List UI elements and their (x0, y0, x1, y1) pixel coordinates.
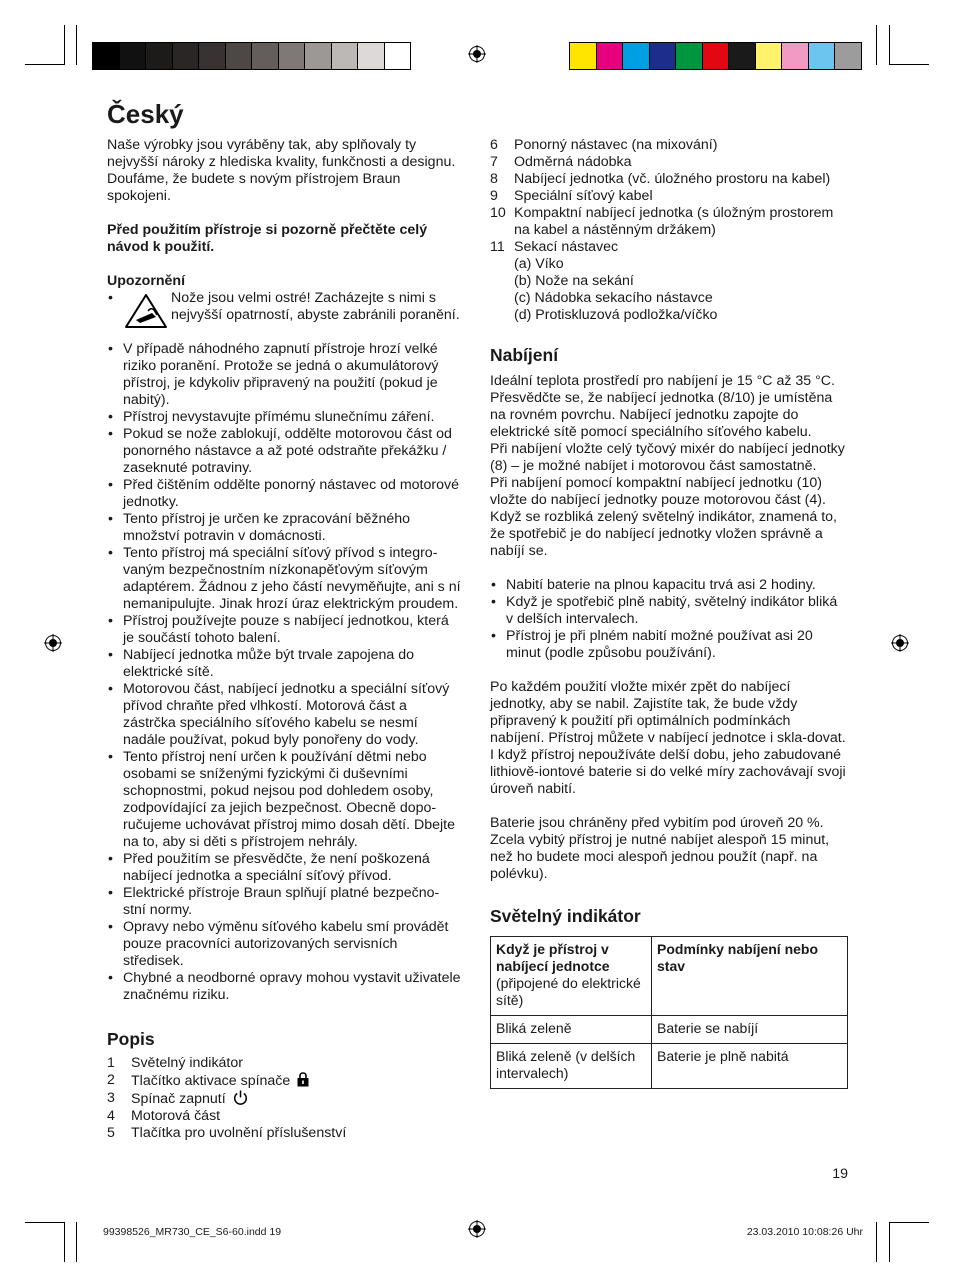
color-swatch (199, 43, 226, 69)
color-swatch (120, 43, 147, 69)
color-swatch (173, 43, 200, 69)
warning-item: • Pokud se nože zablokují, oddělte motorovou část od ponorného nástavce a až poté odstraňte překážku / zaseknuté potraviny. (107, 426, 462, 477)
parts-sub-item: (d) Protiskluzová podložka/víčko (514, 307, 718, 323)
warning-item: • Přístroj nevystavujte přímému slunečnímu záření. (107, 409, 462, 426)
intro-paragraph: Naše výrobky jsou vyráběny tak, aby splňovaly ty nejvyšší nároky z hlediska kvality, funkčnosti a designu. Doufáme, že budete s novým přístrojem Braun spokojeni. (107, 137, 456, 204)
color-swatch (597, 43, 624, 69)
warning-item: • Tento přístroj není určen k používání dětmi nebo osobami se sníženými fyzickými či duševními schopnostmi, pokud nejsou pod dohledem osoby, zodpovídající za jejich bezpečnost. Obecně dopo-ručujeme uchovávat přístroj mimo dosah dětí. Dbejte na to, aby si děti s přístrojem nehrály. (107, 749, 462, 851)
nabijeni-paragraph: Přesvědčte se, že nabíjecí jednotka (8/10) je umístěna na rovném povrchu. Nabíjecí jednotku zapojte do elektrické sítě pomocí speciálního síťového kabelu. (490, 390, 833, 440)
parts-sub-item: (a) Víko (514, 256, 564, 272)
registration-mark-icon (468, 1220, 486, 1238)
parts-sub-item: (c) Nádobka sekacího nástavce (514, 290, 713, 306)
color-swatch (252, 43, 279, 69)
warning-item: • Opravy nebo výměnu síťového kabelu smí provádět pouze pracovníci autorizovaných servisních středisek. (107, 919, 462, 970)
crop-mark (76, 25, 77, 65)
parts-list-item: 7 Odměrná nádobka (490, 154, 632, 170)
crop-mark (889, 1222, 890, 1262)
process-color-bar (569, 42, 862, 70)
warning-item: • Motorovou část, nabíjecí jednotku a speciální síťový přívod chraňte před vlhkostí. Motorová část a zástrčka speciálního síťového kabelu se nesmí nadále používat, pokud byly ponořeny do vody. (107, 681, 462, 749)
color-swatch (809, 43, 836, 69)
parts-list-item: 2 Tlačítko aktivace spínače (107, 1072, 462, 1090)
parts-list (107, 1055, 462, 1142)
color-swatch (93, 43, 120, 69)
parts-list-item: 6 Ponorný nástavec (na mixování) (490, 137, 718, 153)
crop-mark (889, 64, 929, 65)
power-icon (233, 1090, 248, 1105)
table-cell: Baterie se nabíjí (652, 1016, 848, 1044)
warning-text: Nože jsou velmi ostré! Zacházejte s nimi s nejvyšší opatrností, abyste zabránili poranění. (171, 290, 460, 323)
color-swatch (623, 43, 650, 69)
parts-list-continued (490, 137, 848, 324)
parts-list-item: 4 Motorová část (107, 1108, 221, 1124)
table-cell: Bliká zeleně (v delších intervalech) (491, 1044, 652, 1089)
warning-item: • Tento přístroj má speciální síťový přívod s integro-vaným bezpečnostním nízkonapěťovým síťovým adaptérem. Žádnou z jeho částí nevyměňujte, ani s ní nemanipulujte. Jinak hrozí úraz elektrickým proudem. (107, 545, 462, 613)
warning-item: • Tento přístroj je určen ke zpracování běžného množství potravin v domácnosti. (107, 511, 462, 545)
warning-item: • Nabíjecí jednotka může být trvale zapojena do elektrické sítě. (107, 647, 462, 681)
footer-file-info: 99398526_MR730_CE_S6-60.indd 19 (103, 1226, 282, 1238)
crop-mark (876, 25, 877, 65)
warning-item: • V případě náhodného zapnutí přístroje hrozí velké riziko poranění. Protože se jedná o akumulátorový přístroj, je kdykoliv připravený na použití (pokud je nabitý). (107, 341, 462, 409)
page-title: Český (107, 99, 184, 129)
table-cell: Bliká zeleně (491, 1016, 652, 1044)
footer-timestamp: 23.03.2010 10:08:26 Uhr (746, 1226, 863, 1238)
registration-mark-icon (44, 634, 62, 652)
indicator-table (490, 936, 848, 1089)
warning-item: • Před čištěním oddělte ponorný nástavec od motorové jednotky. (107, 477, 462, 511)
crop-mark (876, 1222, 877, 1262)
warning-item: • Před použitím se přesvědčte, že není poškozená nabíjecí jednotka a speciální síťový přívod. (107, 851, 462, 885)
parts-list-item: 1 Světelný indikátor (107, 1055, 243, 1071)
charging-bullet: • Nabití baterie na plnou kapacitu trvá asi 2 hodiny. (490, 577, 848, 594)
nabijeni-paragraph: Při nabíjení vložte celý tyčový mixér do nabíjecí jednotky (8) – je možné nabíjet i motorovou část samostatně. (490, 441, 845, 474)
crop-mark (25, 64, 65, 65)
color-swatch (358, 43, 385, 69)
nabijeni-paragraph: Když se rozbliká zelený světelný indikátor, znamená to, že spotřebič je do nabíjecí jednotky vložen správně a nabíjí se. (490, 509, 837, 559)
lock-icon (297, 1072, 309, 1087)
parts-list-item: 5 Tlačítka pro uvolnění příslušenství (107, 1125, 347, 1141)
page-number: 19 (832, 1166, 848, 1182)
left-column (107, 137, 462, 1142)
warning-item (107, 290, 462, 341)
color-swatch (782, 43, 809, 69)
charging-bullet: • Přístroj je při plném nabití možné používat asi 20 minut (podle způsobu používání). (490, 628, 848, 662)
color-swatch (146, 43, 173, 69)
registration-mark-icon (468, 45, 486, 63)
table-header-cell: Když je přístroj v nabíjecí jednotce (připojené do elektrické sítě) (491, 937, 652, 1016)
crop-mark (64, 25, 65, 65)
right-column (490, 137, 848, 1089)
nabijeni-paragraph: Při nabíjení pomocí kompaktní nabíjecí jednotku (10) vložte do nabíjecí jednotky pouze motorovou část (4). (490, 475, 826, 508)
parts-list-item: 10 Kompaktní nabíjecí jednotka (s úložným prostorem na kabel a nástěnným držákem) (490, 205, 834, 238)
warning-item: • Přístroj používejte pouze s nabíjecí jednotkou, která je součástí tohoto balení. (107, 613, 462, 647)
color-swatch (305, 43, 332, 69)
crop-mark (889, 1222, 929, 1223)
nabijeni-paragraph: Baterie jsou chráněny před vybitím pod úroveň 20 %. Zcela vybitý přístroj je nutné nabíjet alespoň 15 minut, než ho budete moci alespoň jednou použít (např. na polévku). (490, 815, 830, 882)
indikator-heading: Světelný indikátor (490, 906, 641, 926)
color-swatch (835, 43, 861, 69)
parts-list-item: 11 Sekací nástavec (490, 239, 619, 255)
color-swatch (676, 43, 703, 69)
color-swatch (279, 43, 306, 69)
charging-bullet: • Když je spotřebič plně nabitý, světelný indikátor bliká v delších intervalech. (490, 594, 848, 628)
color-swatch (332, 43, 359, 69)
warning-list (107, 290, 462, 1004)
nabijeni-paragraph: Ideální teplota prostředí pro nabíjení je 15 °C až 35 °C. (490, 373, 835, 389)
warning-item: • Chybné a neodborné opravy mohou vystavit uživatele značnému riziku. (107, 970, 462, 1004)
registration-mark-icon (891, 634, 909, 652)
parts-list-item: 9 Speciální síťový kabel (490, 188, 653, 204)
parts-sub-item: (b) Nože na sekání (514, 273, 634, 289)
color-swatch (226, 43, 253, 69)
nabijeni-heading: Nabíjení (490, 345, 559, 365)
crop-mark (25, 1222, 65, 1223)
color-swatch (703, 43, 730, 69)
warning-item: • Elektrické přístroje Braun splňují platné bezpečno-stní normy. (107, 885, 462, 919)
table-row (491, 1044, 848, 1089)
crop-mark (64, 1222, 65, 1262)
color-swatch (570, 43, 597, 69)
sharp-blade-warning-icon (124, 293, 168, 329)
nabijeni-paragraph: Po každém použití vložte mixér zpět do nabíjecí jednotky, aby se nabil. Zajistíte tak, že bude vždy připravený k použití při optimálních podmínkách nabíjení. Přístroj můžete v nabíjecí jednotce i skla-dovat. I když přístroj nepoužíváte delší dobu, jeho zabudované lithiově-iontové baterie si do velké míry zachovávají svoji úroveň nabití. (490, 679, 846, 797)
color-swatch (650, 43, 677, 69)
table-header-row (491, 937, 848, 1016)
warning-heading: Upozornění (107, 273, 186, 289)
crop-mark (76, 1222, 77, 1262)
table-cell: Baterie je plně nabitá (652, 1044, 848, 1089)
color-swatch (729, 43, 756, 69)
parts-list-item: 3 Spínač zapnutí (107, 1090, 462, 1108)
color-swatch (756, 43, 783, 69)
table-header-cell: Podmínky nabíjení nebo stav (652, 937, 848, 1016)
read-manual-notice: Před použitím přístroje si pozorně přečtěte celý návod k použití. (107, 222, 428, 255)
crop-mark (889, 25, 890, 65)
grayscale-color-bar (92, 42, 411, 70)
color-swatch (385, 43, 411, 69)
parts-list-item: 8 Nabíjecí jednotka (vč. úložného prostoru na kabel) (490, 171, 831, 187)
popis-heading: Popis (107, 1029, 155, 1049)
table-row (491, 1016, 848, 1044)
